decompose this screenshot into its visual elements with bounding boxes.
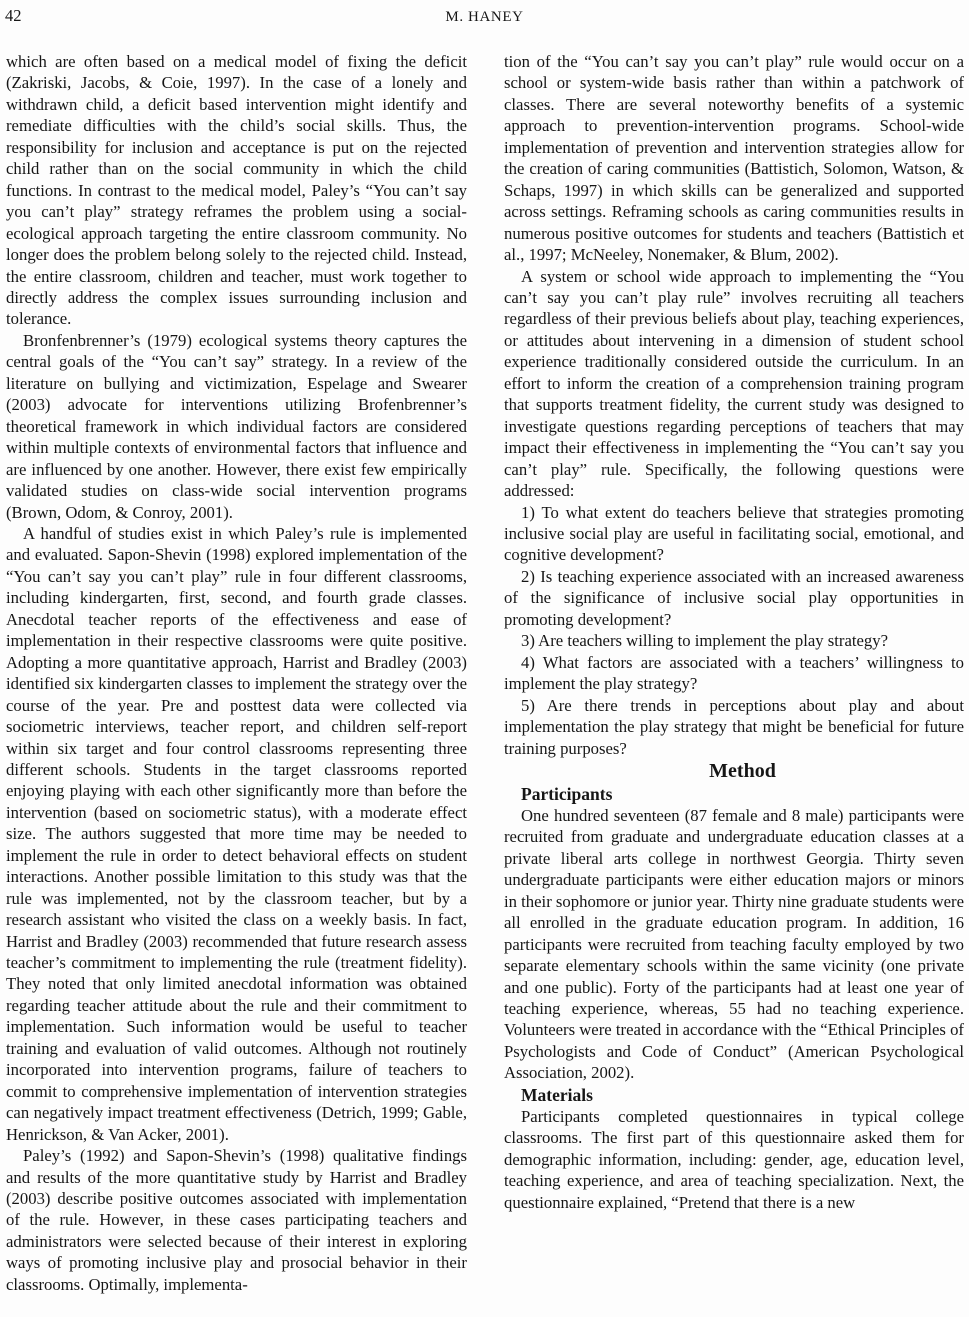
research-question: 3) Are teachers willing to implement the play strategy? <box>521 631 889 651</box>
running-head: M. HANEY <box>445 9 524 25</box>
paragraph: A handful of studies exist in which Paley’s rule is implemented and evaluated. Sapon-Shevin (1998) explored implementation of the “You can’t say you can’t play” rule in four different classrooms, including kindergarten, first, second, and fourth grade classes. Anecdotal teacher reports of the effectiveness and ease of implementation in their respective classrooms were quite positive. Adopting a more quantitative approach, Harrist and Bradley (2003) identified six kindergarten classes to implement the strategy over the course of the year. Pre and posttest data were collected via sociometric interviews, teacher report, and children self-report within six target and four control classrooms representing three different schools. Students in the target classrooms reported enjoying playing with each other significantly more than before the intervention (based on sociometric status), with a moderate effect size. The authors suggested that more time may be needed to implement the rule in order to detect behavioral effects on student interactions. Another possible limitation to this study was that the rule was implemented, not by the classroom teacher, but by a research assistant who visited the class on a weekly basis. In fact, Harrist and Bradley (2003) recommended that future research assess teacher’s commitment to implementing the rule (treatment fidelity). They noted that only limited anecdotal information was obtained regarding teacher attitude about the rule and their commitment to implementation. Such information would be useful to teacher training and evaluation of valid outcomes. Although not routinely incorporated into intervention programs, failure of teachers to commit to comprehensive implementation of intervention strategies can negatively impact treatment effectiveness (Detrich, 1999; Gable, Henrickson, & Van Acker, 2001). <box>6 523 467 1144</box>
research-question: 2) Is teaching experience associated with an increased awareness of the significance of inclusive social play opportunities in promoting development? <box>504 566 964 629</box>
research-question: 1) To what extent do teachers believe that strategies promoting inclusive social play are useful in facilitating social, emotional, and cognitive development? <box>504 502 964 565</box>
paragraph: Bronfenbrenner’s (1979) ecological systems theory captures the central goals of the “You can’t say” strategy. In a review of the literature on bullying and victimization, Espelage and Swearer (2003) advocate for interventions utilizing Brofenbrenner’s theoretical framework in which individual factors are considered within multiple contexts of environmental factors that influence and are influenced by one another. However, there exist few empirically validated studies on class-wide social intervention programs (Brown, Odom, & Conroy, 2001). <box>6 330 467 522</box>
right-column <box>504 51 964 1295</box>
page-header <box>5 6 964 28</box>
research-question: 5) Are there trends in perceptions about play and about implementation the play strategy that might be beneficial for future training purposes? <box>504 695 964 758</box>
paragraph: tion of the “You can’t say you can’t play” rule would occur on a school or system-wide basis rather than within a patchwork of classes. There are several noteworthy benefits of a systemic approach to prevention-intervention programs. School-wide implementation of prevention and intervention strategies allow for the creation of caring communities (Battistich, Solomon, Watson, & Schaps, 1997) in which skills can be generalized and supported across settings. Reframing schools as caring communities results in numerous positive outcomes for students and teachers (Battistich et al., 1997; McNeeley, Nonemaker, & Blum, 2002). <box>504 52 964 265</box>
paragraph: Participants completed questionnaires in typical college classrooms. The first part of this questionnaire asked them for demographic information, including: gender, age, education level, teaching experience, and area of teaching specialization. Next, the questionnaire explained, “Pretend that there is a new <box>504 1106 964 1212</box>
subsection-heading-materials: Materials <box>521 1084 593 1105</box>
paragraph: A system or school wide approach to implementing the “You can’t say you can’t play rule” involves recruiting all teachers regardless of their previous beliefs about play, teaching experiences, or attitudes about intervening in a dimension of student school experience traditionally considered outside the curriculum. In an effort to inform the creation of a comprehension training program that supports treatment fidelity, the current study was designed to investigate questions regarding perceptions of teachers that may impact their effectiveness in implementing the “You can’t say you can’t play” rule. Specifically, the following questions were addressed: <box>504 266 964 501</box>
left-column <box>6 51 467 1295</box>
section-heading-method: Method <box>709 759 776 782</box>
paragraph: Paley’s (1992) and Sapon-Shevin’s (1998) qualitative findings and results of the more quantitative study by Harrist and Bradley (2003) describe positive outcomes associated with implementation of the rule. However, in these cases participating teachers and administrators were selected because of their interest in exploring ways of promoting inclusive play and prosocial behavior in their classrooms. Optimally, implementa- <box>6 1146 467 1294</box>
subsection-heading-participants: Participants <box>521 783 613 804</box>
page-number: 42 <box>5 6 22 25</box>
two-column-body <box>6 51 964 1295</box>
paragraph: which are often based on a medical model of fixing the deficit (Zakriski, Jacobs, & Coie, 1997). In the case of a lonely and withdrawn child, a deficit based intervention might identify and remediate difficulties with the child’s social skills. Thus, the responsibility for inclusion and acceptance is put on the rejected child rather than on the social community in which the child functions. In contrast to the medical model, Paley’s “You can’t say you can’t play” strategy reframes the problem using a social-ecological approach targeting the entire classroom community. No longer does the problem belong solely to the rejected child. Instead, the entire classroom, children and teacher, must work together to directly address the complex issues surrounding inclusion and tolerance. <box>6 52 467 329</box>
research-question: 4) What factors are associated with a teachers’ willingness to implement the play strategy? <box>504 652 964 694</box>
paragraph: One hundred seventeen (87 female and 8 male) participants were recruited from graduate and undergraduate education classes at a private liberal arts college in northwest Georgia. Thirty seven undergraduate participants were either education majors or minors in their sophomore or junior year. Thirty nine graduate students were all enrolled in the graduate education program. In addition, 16 participants were recruited from teaching faculty employed by two separate elementary schools within the same vicinity (one private and one public). Forty of the participants had at least one year of teaching experience, whereas, 55 had no teaching experience. Volunteers were treated in accordance with the “Ethical Principles of Psychologists and Code of Conduct” (American Psychological Association, 2002). <box>504 805 964 1083</box>
